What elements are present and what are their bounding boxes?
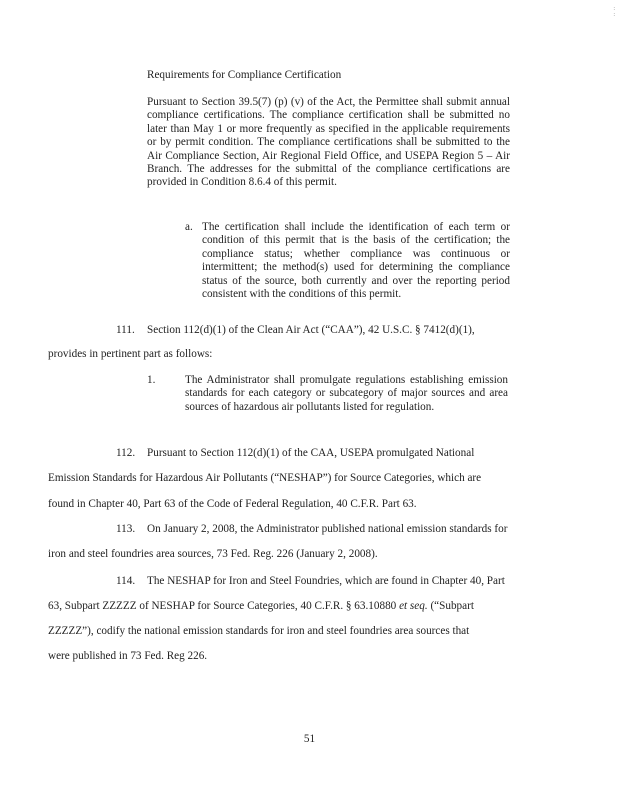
quote-paragraph: Pursuant to Section 39.5(7) (p) (v) of the Act, the Permittee shall submit annual compliance certifications. The compliance certification shall be submitted no later than May 1 or more frequently as specified in the applicable requirements or by permit condition. The compliance certifications shall be submitted to the Air Compliance Section, Air Regional Field Office, and USEPA Region 5 – Air Branch. The addresses for the submittal of the compliance certifications are provided in Condition 8.6.4 of this permit.: [147, 96, 510, 189]
quote-item-marker: 1.: [147, 374, 156, 386]
section-heading: Requirements for Compliance Certification: [147, 69, 342, 81]
paragraph-number-112: 112.: [116, 447, 136, 459]
paragraph-113-line-2: iron and steel foundries area sources, 73 Fed. Reg. 226 (January 2, 2008).: [48, 548, 378, 560]
paragraph-number-111: 111.: [116, 324, 135, 336]
paragraph-number-113: 113.: [116, 523, 136, 535]
sub-item-text: The certification shall include the identification of each term or condition of this permit that is the basis of the certification; the compliance status; whether compliance was continuous or intermittent; the method(s) used for determining the compliance status of the source, both currently and over the reporting period consistent with the conditions of this permit.: [202, 221, 510, 301]
paragraph-112-line-3: found in Chapter 40, Part 63 of the Code of Federal Regulation, 40 C.F.R. Part 63.: [48, 498, 417, 510]
sub-item-marker: a.: [185, 221, 193, 233]
page-number: 51: [303, 733, 316, 745]
paragraph-114-line-4: were published in 73 Fed. Reg 226.: [48, 650, 208, 662]
paragraph-114-line-2: 63, Subpart ZZZZZ of NESHAP for Source Categories, 40 C.F.R. § 63.10880 et seq. (“Subpart: [48, 600, 474, 612]
paragraph-112-line-1: Pursuant to Section 112(d)(1) of the CAA, USEPA promulgated National: [147, 447, 475, 459]
paragraph-number-114: 114.: [116, 575, 136, 587]
paragraph-114-line-3: ZZZZZ”), codify the national emission standards for iron and steel foundries area sources that: [48, 625, 470, 637]
paragraph-114-line-1: The NESHAP for Iron and Steel Foundries, which are found in Chapter 40, Part: [147, 575, 505, 587]
et-seq-italic: et seq.: [399, 600, 428, 612]
paragraph-111-line-2: provides in pertinent part as follows:: [48, 348, 213, 360]
paragraph-112-line-2: Emission Standards for Hazardous Air Pollutants (“NESHAP”) for Source Categories, which are: [48, 472, 482, 484]
scan-edge-marks: : :: [613, 6, 615, 18]
quote-item-text: The Administrator shall promulgate regulations establishing emission standards for each category or subcategory of major sources and area sources of hazardous air pollutants listed for regulation.: [185, 374, 508, 413]
paragraph-111-line-1: Section 112(d)(1) of the Clean Air Act (“CAA”), 42 U.S.C. § 7412(d)(1),: [147, 324, 475, 336]
paragraph-113-line-1: On January 2, 2008, the Administrator published national emission standards for: [147, 523, 508, 535]
